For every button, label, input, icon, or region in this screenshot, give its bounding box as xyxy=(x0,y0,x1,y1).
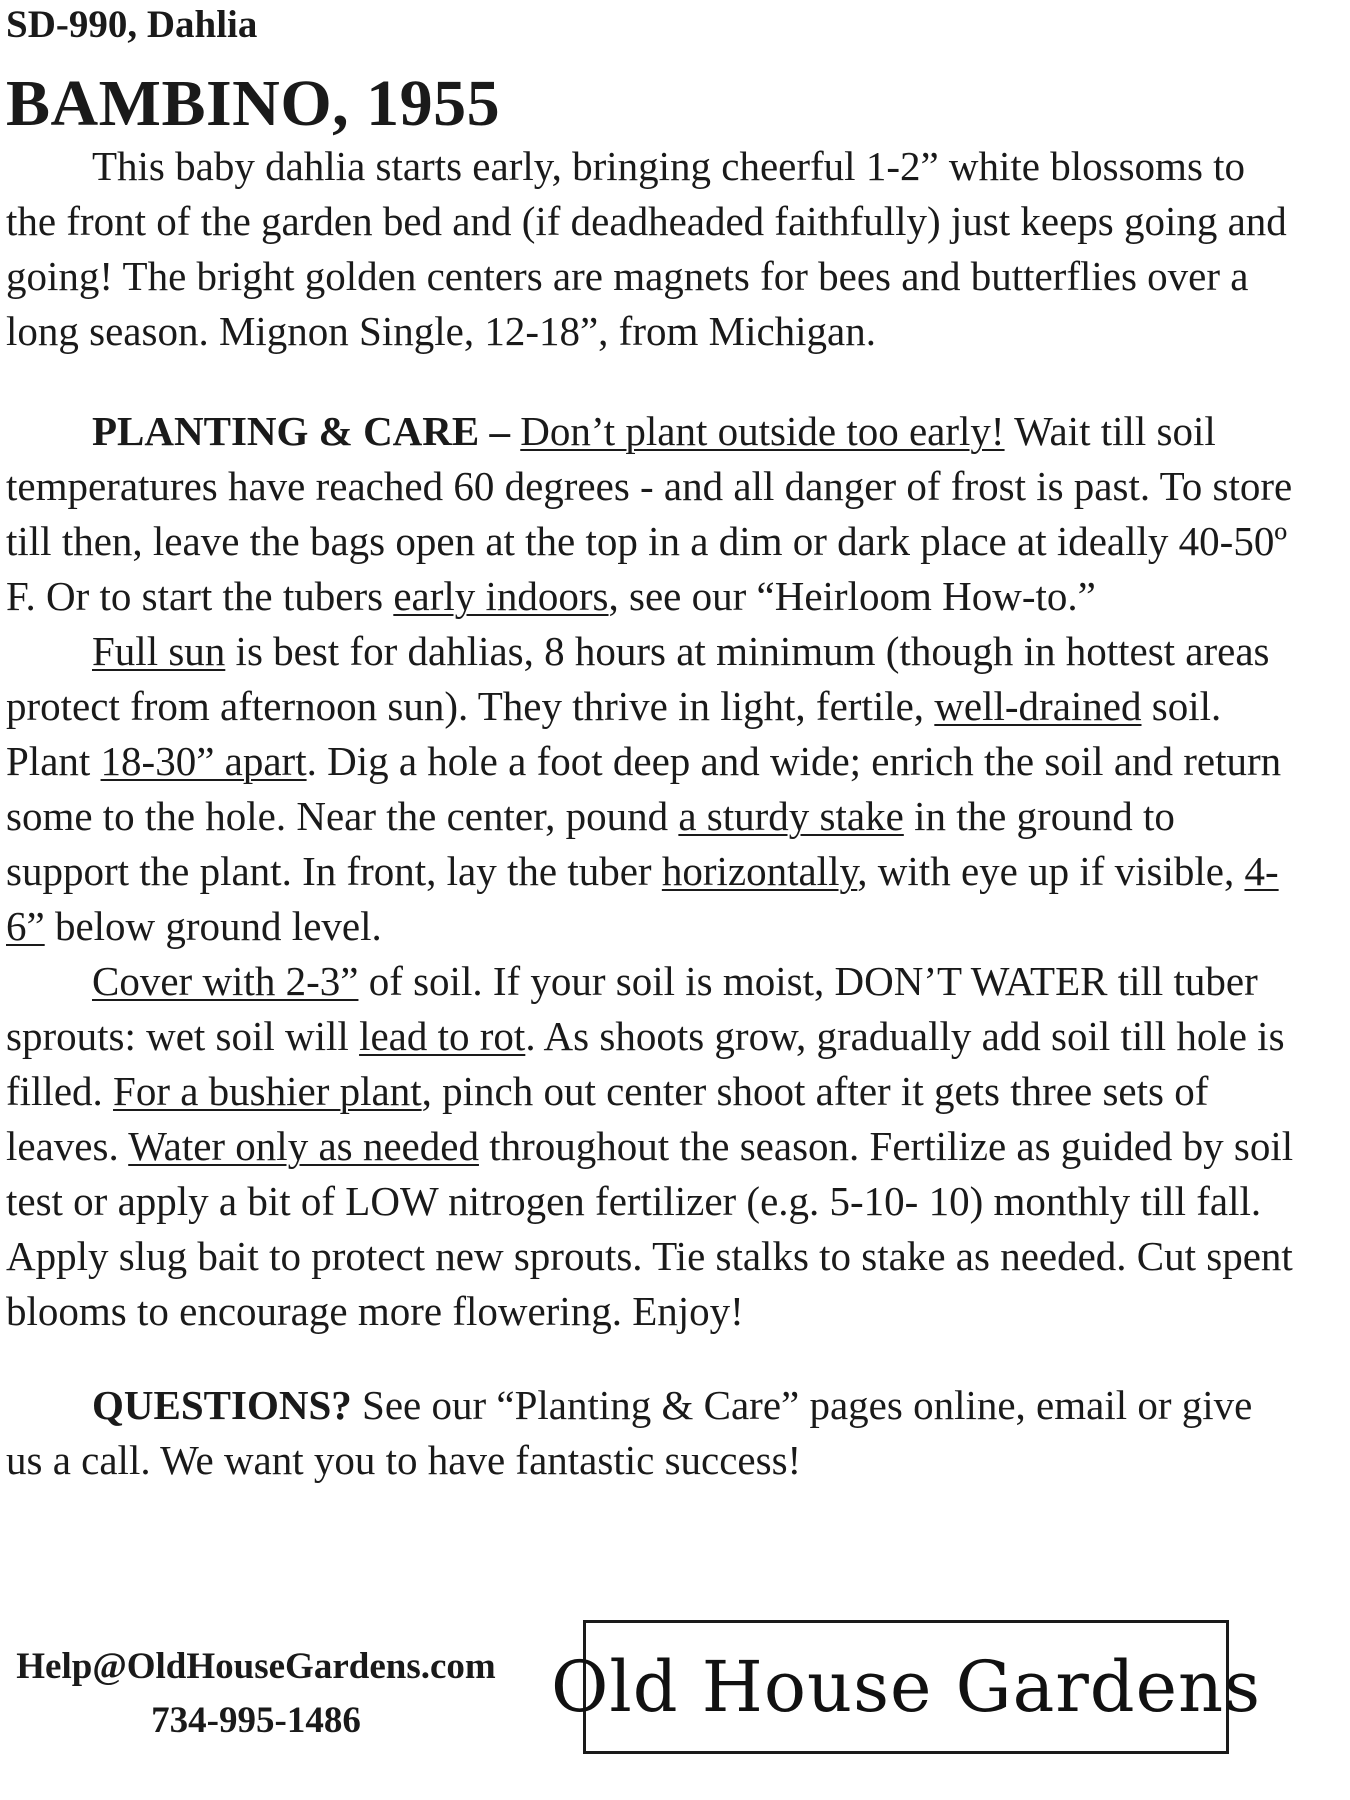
product-title: BAMBINO, 1955 xyxy=(6,67,501,140)
questions-section xyxy=(6,1378,1296,1488)
planting-care-section xyxy=(6,404,1296,1339)
care-p3-underline-1: Cover with 2-3” xyxy=(92,958,359,1004)
contact-info xyxy=(6,1640,506,1748)
care-p2-underline-3: 18-30” apart xyxy=(100,738,307,784)
care-p2-underline-5: horizontally xyxy=(661,848,858,894)
intro-section xyxy=(6,139,1296,359)
care-p3-underline-2: lead to rot xyxy=(359,1013,526,1059)
care-p2-underline-6: 4-6” xyxy=(6,848,1279,949)
care-paragraph-2 xyxy=(6,624,1296,954)
care-p1-underline-1: Don’t plant outside too early! xyxy=(520,408,1005,454)
questions-heading: QUESTIONS? xyxy=(92,1382,352,1428)
care-p2-text-2: soil. Plant xyxy=(6,683,1222,784)
care-p3-text-1: of soil. If your soil is moist, DON’T WATER till tuber sprouts: wet soil will xyxy=(6,958,1258,1059)
care-heading: PLANTING & CARE – xyxy=(92,408,521,454)
care-p3-underline-3: For a bushier plant xyxy=(113,1068,422,1114)
care-paragraph-3 xyxy=(6,954,1296,1339)
questions-text: See our “Planting & Care” pages online, email or give us a call. We want you to have fantastic success! xyxy=(6,1382,1253,1483)
care-p2-underline-2: well-drained xyxy=(934,683,1142,729)
care-p2-text-3: . Dig a hole a foot deep and wide; enrich the soil and return some to the hole. Near the center, pound xyxy=(6,738,1282,839)
intro-paragraph: This baby dahlia starts early, bringing cheerful 1-2” white blossoms to the front of the garden bed and (if deadheaded faithfully) just keeps going and going! The bright golden centers are magnets for bees and butterflies over a long season. Mignon Single, 12-18”, from Michigan. xyxy=(6,143,1287,354)
brand-logo-text: Old House Gardens xyxy=(550,1646,1262,1728)
care-p1-text-2: , see our “Heirloom How-to.” xyxy=(608,573,1096,619)
care-p2-underline-1: Full sun xyxy=(92,628,226,674)
care-p2-text-6: below ground level. xyxy=(44,903,382,949)
contact-phone: 734-995-1486 xyxy=(151,1700,361,1741)
care-p3-text-3: , pinch out center shoot after it gets three sets of leaves. xyxy=(6,1068,1209,1169)
brand-logo xyxy=(550,1620,1262,1754)
care-p2-text-1: is best for dahlias, 8 hours at minimum (though in hottest areas protect from afternoon sun). They thrive in light, fertile, xyxy=(6,628,1270,729)
care-p3-text-2: . As shoots grow, gradually add soil till hole is filled. xyxy=(6,1013,1285,1114)
contact-email: Help@OldHouseGardens.com xyxy=(16,1646,496,1687)
care-p3-text-4: throughout the season. Fertilize as guided by soil test or apply a bit of LOW nitrogen fertilizer (e.g. 5-10- 10) monthly till fall. Apply slug bait to protect new sprouts. Tie stalks to stake as needed. Cut spent blooms to encourage more flowering. Enjoy! xyxy=(6,1123,1294,1334)
care-p1-text-1: Wait till soil temperatures have reached 60 degrees - and all danger of frost is past. To store till then, leave the bags open at the top in a dim or dark place at ideally 40-50º F. Or to start the tubers xyxy=(6,408,1293,619)
care-paragraph-1 xyxy=(6,404,1296,624)
questions-paragraph xyxy=(6,1378,1296,1488)
care-p2-text-5: , with eye up if visible, xyxy=(857,848,1245,894)
care-p1-underline-2: early indoors xyxy=(393,573,609,619)
care-p2-text-4: in the ground to support the plant. In front, lay the tuber xyxy=(6,793,1175,894)
care-p2-underline-4: a sturdy stake xyxy=(678,793,904,839)
care-p3-underline-4: Water only as needed xyxy=(128,1123,479,1169)
product-code: SD-990, Dahlia xyxy=(6,3,258,46)
